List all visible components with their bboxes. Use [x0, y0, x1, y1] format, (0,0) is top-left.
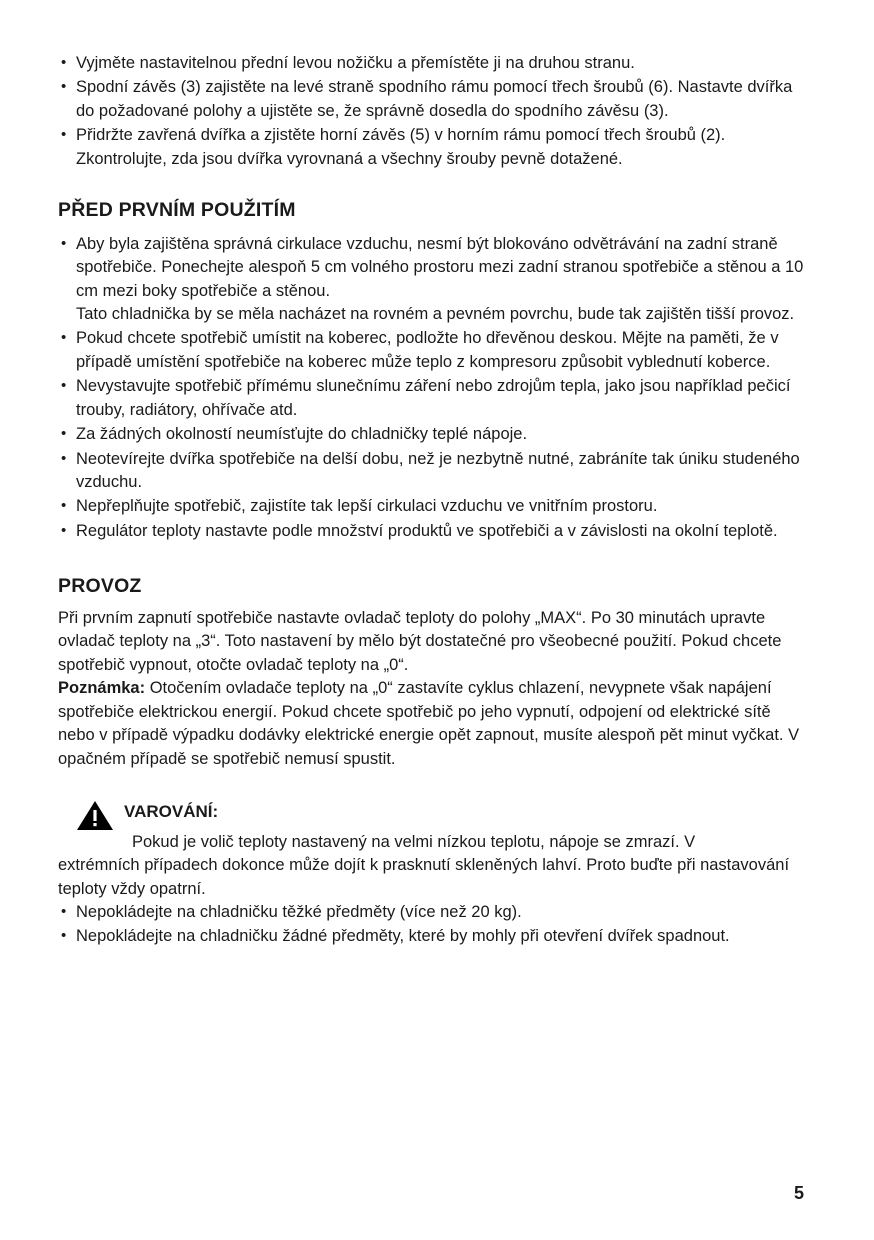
list-item	[58, 423, 804, 446]
page-content	[58, 52, 804, 948]
page-number: 5	[793, 1183, 804, 1203]
warning-bullet-list	[58, 901, 804, 948]
list-item	[58, 375, 804, 422]
intro-bullet-text-3: Přidržte zavřená dvířka a zjistěte horní závěs (5) v horním rámu pomocí třech šroubů (2). Zkontrolujte, zda jsou dvířka vyrovnaná a všechny šrouby pevně dotažené.	[76, 126, 726, 168]
list-item	[58, 52, 804, 75]
list-item	[58, 233, 804, 327]
operation-paragraph: Při prvním zapnutí spotřebiče nastavte ovladač teploty do polohy „MAX“. Po 30 minutách upravte ovladač teploty na „3“. Toto nastavení by mělo být dostatečné pro všeobecné použití. Pokud chcete spotřebič vypnout, otočte ovladač teploty na „0“.	[58, 608, 782, 674]
warning-bullet-text-2: Nepokládejte na chladničku žádné předměty, které by mohly při otevření dvířek spadnout.	[76, 926, 730, 945]
list-item	[58, 124, 804, 171]
section-title-first-use: PŘED PRVNÍM POUŽITÍM	[58, 199, 296, 222]
note-text: Otočením ovladače teploty na „0“ zastavíte cyklus chlazení, nevypnete však napájení spotřebiče elektrickou energií. Pokud chcete spotřebič po jeho vypnutí, odpojení od elektrické sítě nebo v případě výpadku dodávky elektrické energie opět zapnout, musíte alespoň pět minut vyčkat. V opačném případě se spotřebič nemusí spustit.	[58, 679, 800, 768]
warning-label: VAROVÁNÍ:	[124, 801, 219, 821]
warning-block	[58, 797, 804, 948]
section-title-operation: PROVOZ	[58, 575, 142, 598]
first-use-bullet-text-1: Aby byla zajištěna správná cirkulace vzduchu, nesmí být blokováno odvětrávání na zadní straně spotřebiče. Ponechejte alespoň 5 cm volného prostoru mezi zadní stranou spotřebiče a stěnou a 10 cm mezi boky spotřebiče a stěnou. Tato chladnička by se měla nacházet na rovném a pevném povrchu, bude tak zajištěn tišší provoz.	[76, 234, 804, 324]
warning-text-rest: extrémních případech dokonce může dojít k prasknutí skleněných lahví. Proto buďte při nastavování teploty vždy opatrní.	[58, 856, 790, 898]
list-item	[58, 925, 804, 948]
warning-triangle-icon	[76, 799, 114, 831]
list-item	[58, 901, 804, 924]
first-use-bullet-text-7: Regulátor teploty nastavte podle množství produktů ve spotřebiči a v závislosti na okolní teplotě.	[76, 521, 778, 540]
first-use-bullet-list	[58, 233, 804, 543]
first-use-bullet-text-3: Nevystavujte spotřebič přímému slunečnímu záření nebo zdrojům tepla, jako jsou například pečicí trouby, radiátory, ohřívače atd.	[76, 377, 791, 419]
first-use-bullet-text-2: Pokud chcete spotřebič umístit na koberec, podložte ho dřevěnou deskou. Mějte na paměti, že v případě umístění spotřebiče na koberec může teplo z kompresoru způsobit vyblednutí koberce.	[76, 329, 779, 371]
list-item	[58, 495, 804, 518]
warning-header	[58, 797, 804, 831]
warning-bullet-text-1: Nepokládejte na chladničku těžké předměty (více než 20 kg).	[76, 903, 522, 922]
note-label: Poznámka:	[58, 679, 146, 698]
list-item	[58, 520, 804, 543]
first-use-bullet-text-6: Nepřeplňujte spotřebič, zajistíte tak lepší cirkulaci vzduchu ve vnitřním prostoru.	[76, 497, 658, 516]
warning-text-first-line: Pokud je volič teploty nastavený na velmi nízkou teplotu, nápoje se zmrazí. V	[132, 832, 696, 851]
list-item	[58, 448, 804, 495]
intro-bullet-text-2: Spodní závěs (3) zajistěte na levé straně spodního rámu pomocí třech šroubů (6). Nastavte dvířka do požadované polohy a ujistěte se, že správně dosedla do spodního závěsu (3).	[76, 78, 793, 120]
list-item	[58, 327, 804, 374]
first-use-bullet-text-5: Neotevírejte dvířka spotřebiče na delší dobu, než je nezbytně nutné, zabráníte tak úniku studeného vzduchu.	[76, 449, 800, 492]
operation-note	[58, 677, 804, 771]
intro-bullet-list	[58, 52, 804, 171]
intro-bullet-text-1: Vyjměte nastavitelnou přední levou nožičku a přemístěte ji na druhou stranu.	[76, 54, 635, 72]
list-item	[58, 76, 804, 123]
first-use-bullet-text-4: Za žádných okolností neumísťujte do chladničky teplé nápoje.	[76, 425, 528, 444]
